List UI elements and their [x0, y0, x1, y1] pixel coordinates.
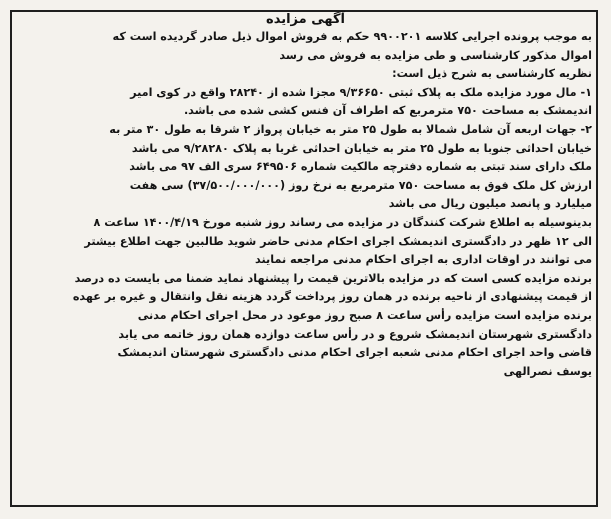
body-line: ۲- جهات اربعه آن شامل شمالا به طول ۲۵ متر به خیابان پرواز ۲ شرقا به طول ۳۰ متر به [109, 122, 592, 136]
body-line: نظریه کارشناسی به شرح ذیل است: [392, 67, 592, 81]
body-line: اندیمشک به مساحت ۷۵۰ مترمربع که اطراف آن فنس کشی شده می باشد. [183, 104, 592, 118]
signature-name: یوسف نصرالهی [503, 364, 592, 378]
notice-body [18, 28, 592, 381]
body-line: از قیمت پیشنهادی از ناحیه برنده در همان روز پرداخت گردد هزینه نقل وانتقال و غیره بر عهده [72, 290, 592, 304]
body-line: ارزش کل ملک فوق به مساحت ۷۵۰ مترمربع به نرخ روز (۳۷/۵۰۰/۰۰۰/۰۰۰) سی هفت [129, 178, 592, 192]
body-line: اموال مذکور کارشناسی و طی مزایده به فروش می رسد [279, 48, 592, 62]
body-line: بدینوسیله به اطلاع شرکت کنندگان در مزایده می رساند روز شنبه مورخ ۱۴۰۰/۴/۱۹ ساعت ۸ [93, 215, 592, 229]
body-line: ملک دارای سند تبتی به شماره دفترچه مالکیت شماره ۶۴۹۵۰۶ سری الف ۹۷ می باشد [129, 160, 592, 174]
body-line: به موجب پرونده اجرایی کلاسه ۹۹۰۰۲۰۱ حکم به فروش اموال ذیل صادر گردیده است که [112, 30, 592, 43]
body-line: برنده مزایده کسی است که در مزایده بالاترین قیمت را پیشنهاد نماید ضمنا می بایست ده درصد [74, 271, 592, 285]
body-line: دادگستری شهرستان اندیمشک شروع و در رأس ساعت دوازده همان روز خاتمه می یابد [118, 327, 592, 341]
body-line: ۱- مال مورد مزایده ملک به پلاک ثبتی ۹/۳۶۶۵۰ مجزا شده از ۲۸۲۴۰ واقع در کوی امیر [130, 85, 592, 99]
body-line: برنده مزایده است مزایده رأس ساعت ۸ صبح روز موعود در محل اجرای احکام مدنی [137, 308, 592, 322]
notice-title: آگهی مزایده [266, 12, 345, 27]
signature-title: قاضی واحد اجرای احکام مدنی شعبه اجرای احکام مدنی دادگستری شهرستان اندیمشک [117, 346, 592, 360]
body-line: می توانند در اوقات اداری به اجرای احکام مدنی مراجعه نمایند [255, 253, 592, 267]
body-line: خیابان احداثی جنوبا به طول ۲۵ متر به خیابان احداثی غربا به پلاک ۹/۲۸۲۸۰ می باشد [131, 141, 592, 155]
body-line: میلیارد و پانصد میلیون ریال می باشد [388, 197, 592, 211]
body-line: الی ۱۲ ظهر در دادگستری اندیمشک اجرای احکام مدنی حاضر شوید طالبین جهت اطلاع بیشتر [84, 234, 592, 248]
